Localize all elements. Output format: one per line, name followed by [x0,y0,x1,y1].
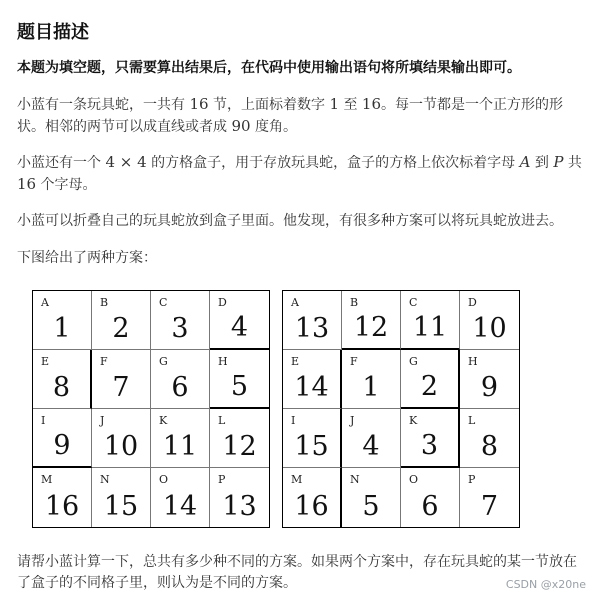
grid-cell [210,468,269,527]
cell-letter: H [468,355,478,368]
cell-letter: B [100,296,109,309]
p2-letter-a: A [519,153,531,171]
p2-text-d: 共 [563,155,582,171]
cell-letter: D [468,296,477,309]
cell-letter: E [41,355,50,368]
cell-letter: K [159,414,168,427]
cell-value: 4 [230,312,249,343]
grid-cell [151,468,210,527]
grid-cell [92,350,151,409]
grid-cell [92,468,151,527]
grid-cell [401,409,460,468]
cell-value: 14 [162,491,198,522]
paragraph-fold: 小蓝可以折叠自己的玩具蛇放到盒子里面。他发现，有很多种方案可以将玩具蛇放进去。 [17,213,563,229]
page-title: 题目描述 [17,22,89,43]
cell-value: 5 [230,371,249,402]
cell-letter: M [41,473,53,486]
cell-letter: F [350,355,358,368]
p2-text-b: 的方格盒子，用于存放玩具蛇，盒子的方格上依次标着字母 [146,155,520,171]
p2-number-16: 16 [17,175,37,193]
p2-text-e: 个字母。 [36,177,97,193]
cell-letter: J [350,414,355,427]
cell-value: 15 [294,431,329,462]
p1-text-d: 。每一节都是一个正方形的形状。相邻的两节可以成直线或者成 [17,97,563,135]
cell-value: 1 [362,372,380,403]
paragraph-snake [17,94,585,138]
cell-letter: J [100,414,105,427]
cell-value: 4 [362,431,380,462]
cell-letter: O [409,473,419,486]
cell-value: 13 [294,313,330,344]
paragraph-figure-intro: 下图给出了两种方案： [17,250,157,266]
grid-cell [92,409,151,468]
grid-cell [33,409,92,468]
cell-letter: L [468,414,476,427]
grid-cell [401,350,460,409]
grid-cell [151,350,210,409]
p2-text-a: 小蓝还有一个 [17,155,106,171]
cell-letter: M [291,473,303,486]
cell-value: 16 [44,491,80,522]
cell-value: 6 [421,491,439,522]
cell-value: 14 [294,372,329,403]
cell-value: 8 [480,431,499,462]
grid-cell [460,409,519,468]
cell-letter: H [218,355,228,368]
cell-value: 7 [112,372,130,403]
p2-text-c: 到 [530,155,554,171]
cell-value: 11 [412,312,448,343]
cell-letter: G [159,355,168,368]
grid-cell [151,409,210,468]
cell-letter: K [409,414,418,427]
paragraph-box [17,152,585,196]
cell-letter: P [218,473,226,486]
cell-value: 3 [171,313,189,344]
cell-value: 9 [480,372,499,403]
p1-number-16b: 16 [361,95,381,113]
p1-text-e: 度角。 [250,119,297,135]
grid-cell [283,468,342,527]
cell-letter: I [291,414,296,427]
grid-cell [283,409,342,468]
cell-value: 10 [472,313,507,344]
p1-number-16: 16 [189,95,209,113]
grid-cell [342,468,401,527]
grid-cell [210,291,269,350]
p1-number-1: 1 [329,95,339,113]
grid-cell [92,291,151,350]
p1-text-b: 节，上面标着数字 [208,97,330,113]
grid-cell [342,350,401,409]
cell-value: 6 [171,372,189,403]
cell-value: 12 [222,431,257,462]
cell-letter: E [291,355,300,368]
cell-letter: C [159,296,168,309]
grid-cell [460,468,519,527]
cell-value: 12 [353,312,389,343]
cell-value: 8 [52,372,71,403]
cell-value: 11 [162,431,198,462]
cell-letter: A [41,296,49,309]
grid-cell [33,468,92,527]
cell-value: 7 [480,491,499,522]
cell-value: 16 [294,491,329,522]
grid-cell [210,409,269,468]
cell-letter: C [409,296,418,309]
cell-value: 9 [53,430,71,461]
grid-cell [401,291,460,350]
cell-letter: G [409,355,418,368]
grid-cell [460,350,519,409]
cell-value: 2 [420,371,439,402]
cell-letter: O [159,473,169,486]
grid-cell [283,291,342,350]
p2-dimension: 4 × 4 [105,153,147,171]
cell-value: 3 [420,430,439,461]
cell-value: 13 [222,491,257,522]
cell-letter: N [100,473,110,486]
p1-number-90: 90 [231,117,251,135]
grid-cell [210,350,269,409]
grid-cell [33,291,92,350]
cell-letter: N [350,473,360,486]
cell-letter: B [350,296,359,309]
cell-letter: P [468,473,476,486]
grid-cell [460,291,519,350]
cell-value: 1 [53,313,71,344]
cell-letter: D [218,296,227,309]
paragraph-question: 请帮小蓝计算一下，总共有多少种不同的方案。如果两个方案中，存在玩具蛇的某一节放在了盒子的不同格子里，则认为是不同的方案。 [17,554,577,591]
cell-letter: F [100,355,108,368]
grid-cell [33,350,92,409]
watermark: CSDN @x20ne [505,578,586,591]
grid-cell [283,350,342,409]
grid-cell [151,291,210,350]
intro-note: 本题为填空题，只需要算出结果后，在代码中使用输出语句将所填结果输出即可。 [17,60,521,76]
p2-letter-p: P [553,153,564,171]
cell-value: 15 [103,491,139,522]
cell-letter: A [291,296,299,309]
cell-letter: I [41,414,46,427]
cell-value: 10 [103,431,139,462]
grid-plan-2 [282,290,520,528]
p1-text-c: 至 [339,97,362,113]
p1-text-a: 小蓝有一条玩具蛇，一共有 [17,97,190,113]
grid-cell [342,291,401,350]
grid-plan-1 [32,290,270,528]
grid-cell [342,409,401,468]
cell-value: 5 [362,491,380,522]
cell-letter: L [218,414,226,427]
grid-cell [401,468,460,527]
cell-value: 2 [112,313,130,344]
